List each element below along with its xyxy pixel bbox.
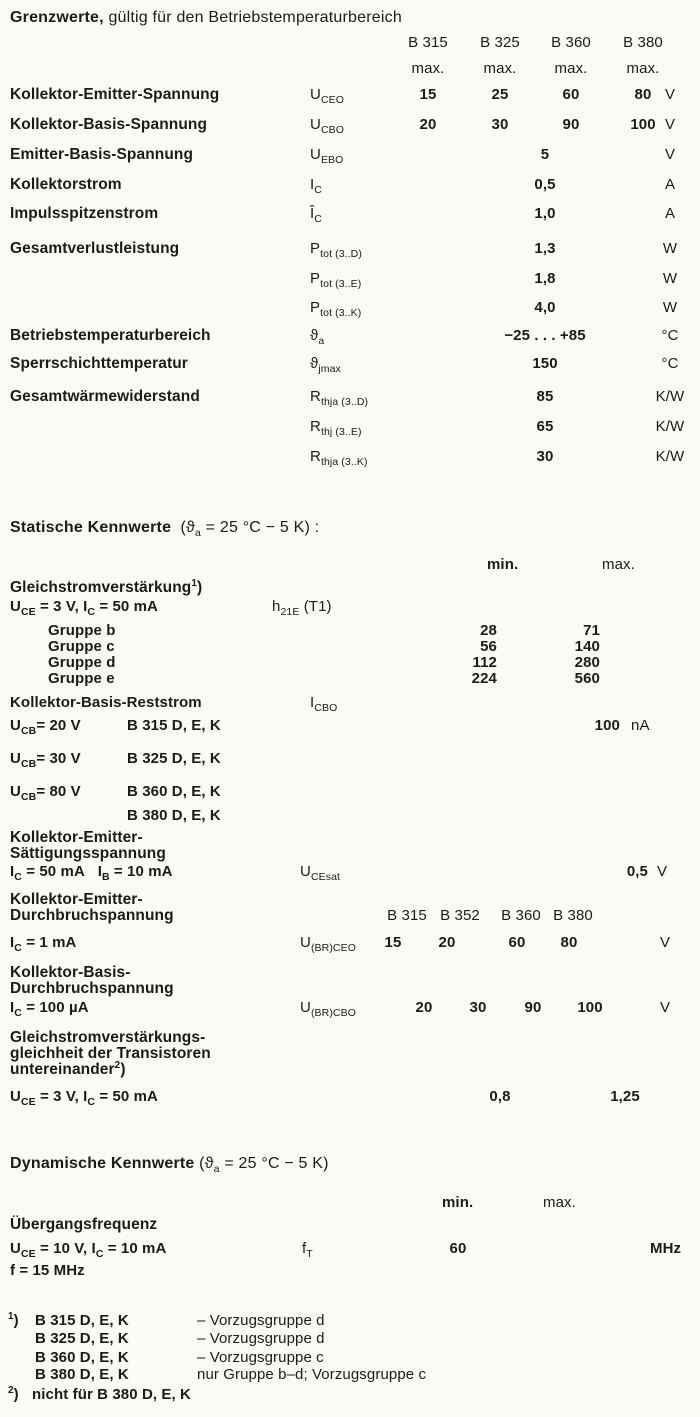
group-max-value: 280 xyxy=(574,654,600,671)
unit: V xyxy=(664,86,676,103)
row-label: Gesamtverlustleistung xyxy=(10,240,180,257)
limit-value: 30 xyxy=(491,116,509,133)
limit-value: 90 xyxy=(562,116,580,133)
test-condition: $U_{CB}= 20$ V xyxy=(10,717,81,737)
limit-value: 1,3 xyxy=(534,240,556,257)
footnote-device: B 315 D, E, K xyxy=(35,1312,129,1329)
test-condition: $U_{CE} = 3$ V, $I_C = 50$ mA xyxy=(10,598,158,618)
footnote-note: – Vorzugsgruppe d xyxy=(197,1312,325,1329)
statische-kennwerte-title: Statische Kennwerte ($ϑ_a = 25$ °C − 5 K) : xyxy=(10,519,320,540)
breakdown-value: 90 xyxy=(524,999,542,1016)
row-label: Übergangsfrequenz xyxy=(10,1216,158,1233)
unit: MHz xyxy=(650,1240,682,1257)
type-header: B 315 xyxy=(408,34,448,51)
test-condition: $U_{CB}= 80$ V xyxy=(10,783,81,803)
row-label: gleichheit der Transistoren xyxy=(10,1045,211,1062)
unit: K/W xyxy=(655,448,685,465)
limit-value: 30 xyxy=(536,448,554,465)
symbol: $U_{EBO}$ xyxy=(310,146,344,166)
symbol: $ϑ_a$ xyxy=(310,327,325,347)
unit: V xyxy=(664,146,676,163)
row-label: Sperrschichttemperatur xyxy=(10,355,188,372)
test-condition: $I_C = 50$ mA $I_B = 10$ mA xyxy=(10,863,173,883)
group-max-value: 140 xyxy=(574,638,600,655)
breakdown-value: 60 xyxy=(508,934,526,951)
row-label: Durchbruchspannung xyxy=(10,907,174,924)
max-header: max. xyxy=(554,60,588,77)
row-label: Kollektor-Basis-Spannung xyxy=(10,116,208,133)
symbol: $R_{thja (3..D)}$ xyxy=(310,388,369,408)
limit-value: 1,0 xyxy=(534,205,556,222)
symbol: $I_C$ xyxy=(310,176,322,196)
breakdown-value: 20 xyxy=(415,999,433,1016)
row-label: Sättigungsspannung xyxy=(10,845,166,862)
symbol: $R_{thj (3..E)}$ xyxy=(310,418,362,438)
max-header: max. xyxy=(543,1194,576,1211)
test-condition: f = 15 MHz xyxy=(10,1262,85,1279)
min-header: min. xyxy=(442,1194,474,1211)
footnote-note: – Vorzugsgruppe c xyxy=(197,1349,324,1366)
device-list: B 325 D, E, K xyxy=(127,750,221,767)
group-label: Gruppe c xyxy=(48,638,115,655)
type-header: B 315 xyxy=(387,907,427,924)
symbol: $Î_C$ xyxy=(310,205,322,225)
group-max-value: 71 xyxy=(583,622,600,639)
unit: W xyxy=(662,299,678,316)
symbol: $P_{tot (3..E)}$ xyxy=(310,270,362,290)
max-header: max. xyxy=(411,60,445,77)
limit-value: −25 . . . +85 xyxy=(504,327,586,344)
test-condition: $U_{CB}= 30$ V xyxy=(10,750,81,770)
max-header: max. xyxy=(626,60,660,77)
breakdown-value: 20 xyxy=(438,934,456,951)
group-max-value: 560 xyxy=(574,670,600,687)
symbol: $ϑ_{jmax}$ xyxy=(310,355,341,375)
symbol: $U_{(BR)CEO}$ xyxy=(300,934,356,954)
limit-value: 20 xyxy=(419,116,437,133)
row-label: Durchbruchspannung xyxy=(10,980,174,997)
row-label: Kollektorstrom xyxy=(10,176,122,193)
group-label: Gruppe d xyxy=(48,654,116,671)
limit-value: 65 xyxy=(536,418,554,435)
symbol: $U_{CEsat}$ xyxy=(300,863,341,883)
device-list: B 360 D, E, K xyxy=(127,783,221,800)
test-condition: Kollektor-Basis-Reststrom xyxy=(10,694,202,711)
type-header: B 380 xyxy=(553,907,593,924)
breakdown-value: 80 xyxy=(560,934,578,951)
symbol: $f_T$ xyxy=(302,1240,313,1260)
unit: K/W xyxy=(655,418,685,435)
symbol: $U_{CEO}$ xyxy=(310,86,344,106)
breakdown-value: 100 xyxy=(577,999,603,1016)
limit-value: 5 xyxy=(540,146,550,163)
type-header: B 352 xyxy=(440,907,480,924)
limit-value: 100 xyxy=(630,116,656,133)
unit: W xyxy=(662,270,678,287)
limit-value: 85 xyxy=(536,388,554,405)
limit-value: 15 xyxy=(419,86,437,103)
type-header: B 360 xyxy=(501,907,541,924)
row-label: Emitter-Basis-Spannung xyxy=(10,146,194,163)
symbol: $R_{thja (3..K)}$ xyxy=(310,448,368,468)
group-min-value: 112 xyxy=(472,654,497,671)
unit: W xyxy=(662,240,678,257)
symbol: $U_{CBO}$ xyxy=(310,116,344,136)
type-header: B 360 xyxy=(551,34,591,51)
group-min-value: 56 xyxy=(480,638,497,655)
footnote-note: – Vorzugsgruppe d xyxy=(197,1330,325,1347)
breakdown-value: 30 xyxy=(469,999,487,1016)
footnote-device: B 380 D, E, K xyxy=(35,1366,129,1383)
unit: A xyxy=(664,176,676,193)
symbol: $I_{CBO}$ xyxy=(310,694,338,714)
device-list: B 380 D, E, K xyxy=(127,807,221,824)
unit: V xyxy=(657,863,668,880)
max-value: 1,25 xyxy=(610,1088,640,1105)
symbol: $P_{tot (3..K)}$ xyxy=(310,299,362,319)
unit: V xyxy=(660,999,671,1016)
row-label: untereinander$^2$) xyxy=(10,1059,126,1078)
row-label: Impulsspitzenstrom xyxy=(10,205,159,222)
grenzwerte-title: Grenzwerte, gültig für den Betriebstemperaturbereich xyxy=(10,9,402,26)
transition-frequency-min-value: 60 xyxy=(449,1240,467,1257)
row-label: Kollektor-Emitter- xyxy=(10,829,143,846)
footnote-device: B 360 D, E, K xyxy=(35,1349,129,1366)
limit-value: 0,5 xyxy=(534,176,556,193)
row-label: Betriebstemperaturbereich xyxy=(10,327,211,344)
symbol: $U_{(BR)CBO}$ xyxy=(300,999,356,1019)
saturation-max-value: 0,5 xyxy=(626,863,648,880)
unit: K/W xyxy=(655,388,685,405)
unit: A xyxy=(664,205,676,222)
footnote-device: B 325 D, E, K xyxy=(35,1330,129,1347)
limit-value: 150 xyxy=(532,355,558,372)
max-header: max. xyxy=(602,556,635,573)
limit-value: 25 xyxy=(491,86,509,103)
type-header: B 325 xyxy=(480,34,520,51)
group-label: Gruppe e xyxy=(48,670,115,687)
test-condition: $U_{CE} = 10$ V, $I_C = 10$ mA xyxy=(10,1240,167,1260)
group-min-value: 28 xyxy=(480,622,497,639)
group-label: Gruppe b xyxy=(48,622,116,639)
leakage-max-value: 100 xyxy=(594,717,620,734)
row-label: Kollektor-Emitter-Spannung xyxy=(10,86,220,103)
symbol: $P_{tot (3..D)}$ xyxy=(310,240,362,260)
row-label: Kollektor-Emitter- xyxy=(10,891,143,908)
footnote-text: nicht für B 380 D, E, K xyxy=(32,1386,191,1403)
row-label: Kollektor-Basis- xyxy=(10,964,131,981)
dynamische-kennwerte-title: Dynamische Kennwerte ($ϑ_a = 25$ °C − 5 K) xyxy=(10,1155,329,1176)
test-condition: $U_{CE} = 3$ V, $I_C = 50$ mA xyxy=(10,1088,158,1108)
limit-value: 1,8 xyxy=(534,270,556,287)
row-label: Gesamtwärmewiderstand xyxy=(10,388,200,405)
unit: V xyxy=(660,934,671,951)
unit: °C xyxy=(661,327,679,344)
limit-value: 60 xyxy=(562,86,580,103)
breakdown-value: 15 xyxy=(384,934,402,951)
max-header: max. xyxy=(483,60,517,77)
min-header: min. xyxy=(487,556,519,573)
row-label: Gleichstromverstärkungs- xyxy=(10,1029,206,1046)
limit-value: 4,0 xyxy=(534,299,556,316)
footnote-marker: $^1$) xyxy=(8,1311,19,1329)
unit: nA xyxy=(631,717,650,734)
min-value: 0,8 xyxy=(489,1088,511,1105)
device-list: B 315 D, E, K xyxy=(127,717,221,734)
footnote-marker: $^2$) xyxy=(8,1385,19,1403)
test-condition: $I_C = 100$ µA xyxy=(10,999,89,1019)
footnote-note: nur Gruppe b–d; Vorzugsgruppe c xyxy=(197,1366,427,1383)
symbol: $h_{21E}$ (T1) xyxy=(272,598,332,618)
limit-value: 80 xyxy=(634,86,652,103)
unit: V xyxy=(664,116,676,133)
test-condition: $I_C = 1$ mA xyxy=(10,934,77,954)
row-label: Gleichstromverstärkung$^1$) xyxy=(10,577,203,596)
unit: °C xyxy=(661,355,679,372)
group-min-value: 224 xyxy=(471,670,497,687)
type-header: B 380 xyxy=(623,34,663,51)
